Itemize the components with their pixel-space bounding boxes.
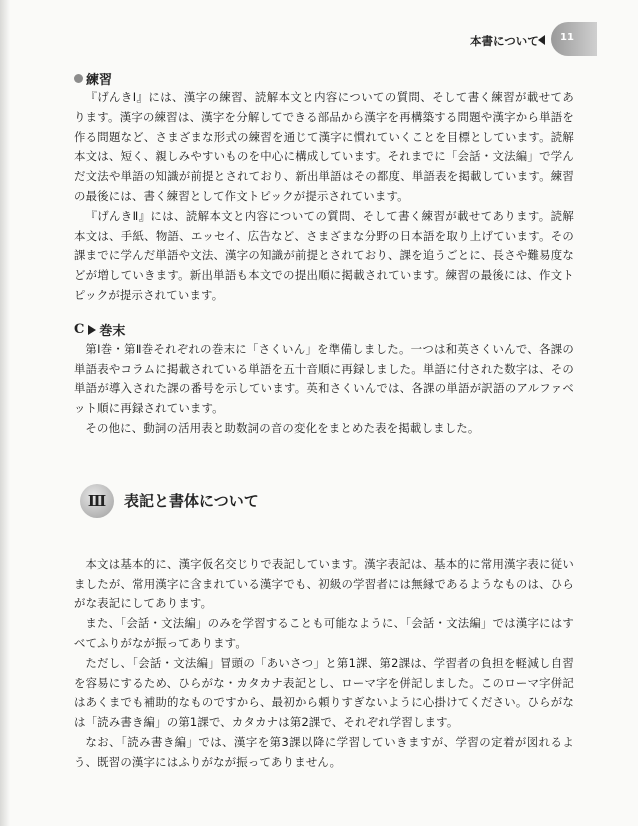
section-letter: C bbox=[74, 322, 85, 338]
paragraph: 『げんきⅠ』には、漢字の練習、読解本文と内容についての質問、そして書く練習が載せてあります。漢字の練習は、漢字を分解してできる部品から漢字を再構築する問題や漢字から単語を作る問題など、さまざまな形式の練習を通じて漢字に慣れていくことを目標としています。読解本文は、短く、親しみやすいものを中心に構成しています。それまでに「会話・文法編」で学んだ文法や単語の知識が前提とされており、新出単語はその都度、単語表を掲載しています。練習の最後には、書く練習として作文トピックが提示されています。 bbox=[74, 90, 574, 203]
roman-numeral: Ⅲ bbox=[87, 491, 107, 510]
roman-numeral-badge bbox=[80, 484, 114, 518]
running-header-title: 本書について bbox=[470, 34, 539, 48]
page-spine-shadow bbox=[0, 0, 10, 826]
paragraph: その他に、動詞の活用表と助数詞の音の変化をまとめた表を掲載しました。 bbox=[85, 420, 480, 435]
page-content bbox=[74, 68, 574, 773]
chapter-heading-notation bbox=[80, 481, 574, 521]
section-heading-appendix bbox=[74, 320, 574, 340]
paragraph: 本文は基本的に、漢字仮名交じりで表記しています。漢字表記は、基本的に常用漢字表に従いましたが、常用漢字に含まれている漢字でも、初級の学習者には無縁であるようなものは、ひらがな表記にしてあります。 bbox=[74, 556, 574, 611]
paragraph: 『げんきⅡ』には、読解本文と内容についての質問、そして書く練習が載せてあります。読解本文は、手紙、物語、エッセイ、広告など、さまざまな分野の日本語を取り上げています。その課までに学んだ単語や文法、漢字の知識が前提とされており、課を追うごとに、長さや難易度などが増していきます。新出単語も本文での提出順に掲載されています。練習の最後には、作文トピックが提示されています。 bbox=[74, 208, 574, 302]
section-heading-practice bbox=[74, 68, 574, 88]
page-number: 11 bbox=[560, 32, 574, 43]
triangle-right-icon bbox=[88, 325, 96, 335]
paragraph: ただし、「会話・文法編」冒頭の「あいさつ」と第1課、第2課は、学習者の負担を軽減し自習を容易にするため、ひらがな・カタカナ表記とし、ローマ字を併記しました。このローマ字併記はあくまでも補助的なものですから、最初から頼りすぎないように心掛けてください。ひらがなは「読み書き編」の第1課で、カタカナは第2課で、それぞれ学習します。 bbox=[74, 655, 574, 730]
section-title-practice: 練習 bbox=[86, 72, 113, 88]
chapter-title-notation: 表記と書体について bbox=[124, 492, 259, 511]
triangle-left-icon bbox=[538, 35, 545, 45]
bullet-dot-icon bbox=[74, 74, 83, 83]
paragraph: なお、「読み書き編」では、漢字を第3課以降に学習していきますが、学習の定着が図れるよう、既習の漢字にはふりがなが振ってありません。 bbox=[74, 734, 574, 769]
paragraph: 第Ⅰ巻・第Ⅱ巻それぞれの巻末に「さくいん」を準備しました。一つは和英さくいんで、各課の単語表やコラムに掲載されている単語を五十音順に再録しました。単語に付された数字は、その単語が導入された課の番号を示しています。英和さくいんでは、各課の単語が訳語のアルファベット順に再録されています。 bbox=[74, 341, 574, 416]
page-number-tab bbox=[551, 22, 597, 56]
section-title-appendix: 巻末 bbox=[99, 324, 126, 340]
paragraph: また、「会話・文法編」のみを学習することも可能なように、「会話・文法編」では漢字にはすべてふりがなが振ってあります。 bbox=[74, 616, 574, 650]
